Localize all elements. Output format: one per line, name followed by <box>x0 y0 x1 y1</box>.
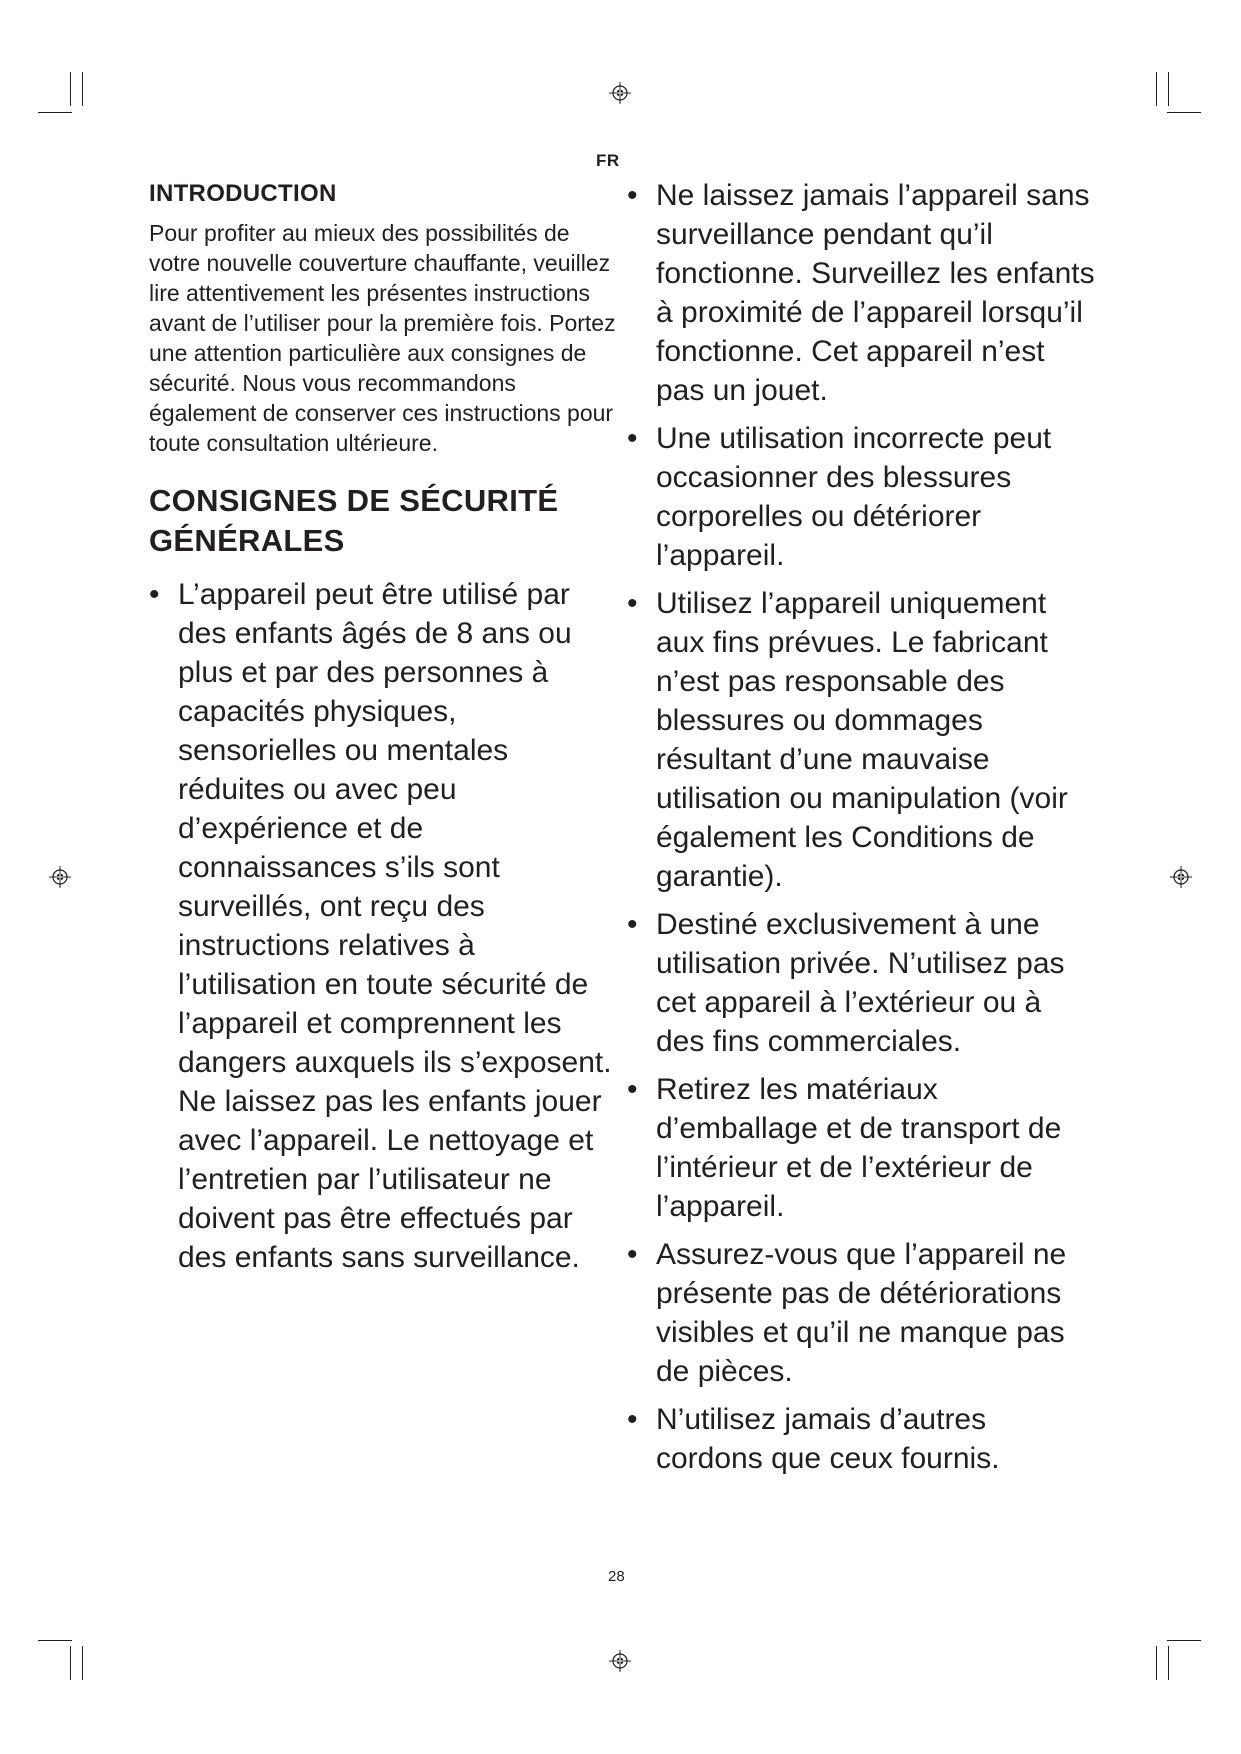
list-item <box>627 1400 1097 1478</box>
bullet-icon: • <box>627 908 638 941</box>
registration-mark-icon <box>609 82 631 104</box>
list-item-text: Une utilisation incorrecte peut occasionner des blessures corporelles ou détériorer l’appareil. <box>656 422 1052 572</box>
list-item-text: Utilisez l’appareil uniquement aux fins prévues. Le fabricant n’est pas responsable des blessures ou dommages résultant d’une mauvaise utilisation ou manipulation (voir également les Conditions de garantie). <box>656 587 1068 893</box>
list-item <box>627 1235 1097 1391</box>
list-item-text: Ne laissez jamais l’appareil sans surveillance pendant qu’il fonctionne. Surveillez les enfants à proximité de l’appareil lorsqu’il fonctionne. Cet appareil n’est pas un jouet. <box>656 179 1095 407</box>
language-label: FR <box>596 151 620 170</box>
registration-mark-icon <box>1170 866 1192 888</box>
bullet-icon: • <box>627 1403 638 1436</box>
list-item-text: L’appareil peut être utilisé par des enfants âgés de 8 ans ou plus et par des personnes à capacités physiques, sensorielles ou mentales réduites ou avec peu d’expérience et de connaissances s’ils sont surveillés, ont reçu des instructions relatives à l’utilisation en toute sécurité de l’appareil et comprennent les dangers auxquels ils s’exposent. Ne laissez pas les enfants jouer avec l’appareil. Le nettoyage et l’entretien par l’utilisateur ne doivent pas être effectués par des enfants sans surveillance. <box>178 578 612 1274</box>
bullet-icon: • <box>627 422 638 455</box>
page-number: 28 <box>608 1568 625 1585</box>
list-item-text: N’utilisez jamais d’autres cordons que ceux fournis. <box>656 1403 1000 1475</box>
registration-mark-icon <box>49 866 71 888</box>
bullet-icon: • <box>149 578 160 611</box>
list-item <box>627 905 1097 1061</box>
intro-heading: INTRODUCTION <box>149 180 337 207</box>
safety-list-right <box>627 176 1097 1478</box>
list-item <box>627 584 1097 896</box>
list-item-text: Destiné exclusivement à une utilisation privée. N’utilisez pas cet appareil à l’extérieur ou à des fins commerciales. <box>656 908 1065 1058</box>
left-column <box>149 176 619 1286</box>
safety-list-left <box>149 575 619 1277</box>
list-item <box>627 419 1097 575</box>
bullet-icon: • <box>627 587 638 620</box>
right-column <box>627 176 1097 1487</box>
list-item <box>627 176 1097 410</box>
list-item <box>627 1070 1097 1226</box>
intro-paragraph: Pour profiter au mieux des possibilités de votre nouvelle couverture chauffante, veuillez lire attentivement les présentes instructions avant de l’utiliser pour la première fois. Portez une attention particulière aux consignes de sécurité. Nous vous recommandons également de conserver ces instructions pour toute consultation ultérieure. <box>149 220 616 456</box>
bullet-icon: • <box>627 179 638 212</box>
registration-mark-icon <box>609 1650 631 1672</box>
list-item-text: Assurez-vous que l’appareil ne présente pas de détériorations visibles et qu’il ne manque pas de pièces. <box>656 1238 1067 1388</box>
list-item <box>149 575 619 1277</box>
safety-heading: CONSIGNES DE SÉCURITÉ GÉNÉRALES <box>149 483 559 558</box>
list-item-text: Retirez les matériaux d’emballage et de transport de l’intérieur et de l’extérieur de l’appareil. <box>656 1073 1062 1223</box>
bullet-icon: • <box>627 1073 638 1106</box>
bullet-icon: • <box>627 1238 638 1271</box>
